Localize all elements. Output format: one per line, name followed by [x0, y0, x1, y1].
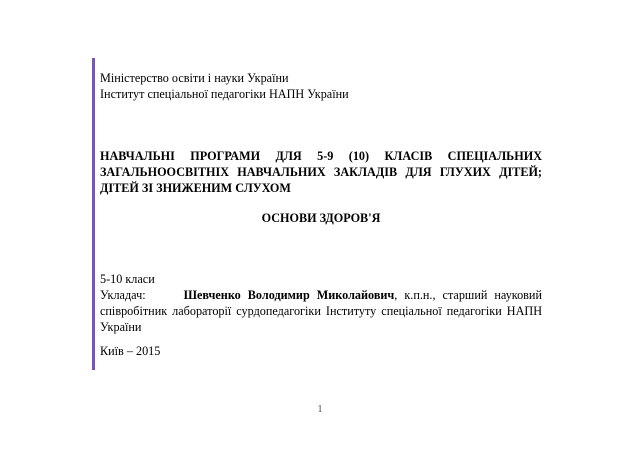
author-block	[100, 287, 542, 335]
city-year: Київ – 2015	[100, 344, 161, 358]
subject-title: ОСНОВИ ЗДОРОВ'Я	[261, 211, 381, 225]
ministry-name: Міністерство освіти і науки України	[100, 71, 289, 85]
grades-label: 5-10 класи	[100, 272, 155, 286]
page-number: 1	[317, 404, 323, 415]
accent-bar	[92, 58, 95, 370]
author-details: , к.п.н., старший науковий співробітник лабораторії сурдопедагогіки Інституту спеціальної педагогіки НАПН України	[100, 288, 542, 334]
author-name: Шевченко Володимир Миколайович	[183, 288, 395, 302]
author-label: Укладач:	[100, 288, 146, 302]
page-content	[100, 70, 542, 359]
institute-name: Інститут спеціальної педагогіки НАПН України	[100, 87, 349, 101]
document-title: НАВЧАЛЬНІ ПРОГРАМИ ДЛЯ 5-9 (10) КЛАСІВ СПЕЦІАЛЬНИХ ЗАГАЛЬНООСВІТНІХ НАВЧАЛЬНИХ ЗАКЛАДІВ ДЛЯ ГЛУХИХ ДІТЕЙ; ДІТЕЙ ЗІ ЗНИЖЕНИМ СЛУХОМ	[100, 149, 542, 195]
